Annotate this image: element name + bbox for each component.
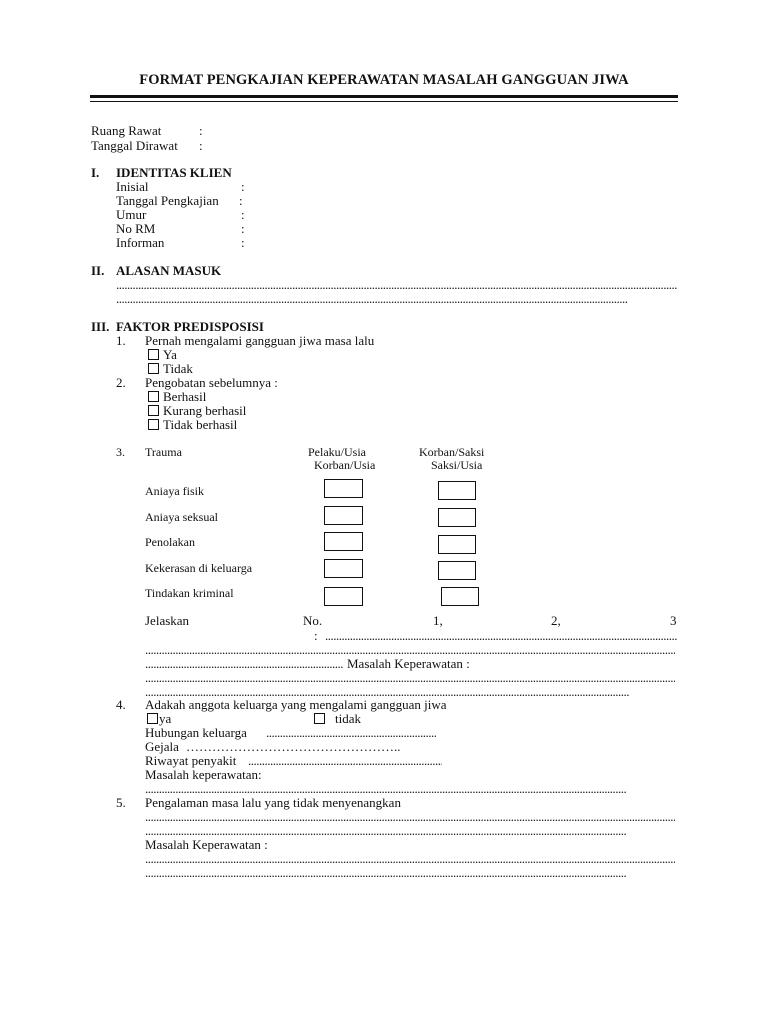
tanggal-dirawat-label: Tanggal Dirawat [91, 138, 178, 153]
trauma-box-penolakan-pelaku[interactable] [324, 532, 363, 551]
colon-no-rm: : [241, 221, 245, 236]
trauma-row-kekerasan: Kekerasan di keluarga [145, 561, 253, 575]
section1-num: I. [91, 165, 100, 180]
ruang-rawat-label: Ruang Rawat [91, 123, 162, 138]
field-umur: Umur [116, 207, 147, 222]
col1-header-line1: Pelaku/Usia [308, 445, 366, 459]
item2-option-berhasil[interactable] [148, 390, 206, 404]
col1-header-line2: Korban/Usia [314, 458, 376, 472]
item1-question: Pernah mengalami gangguan jiwa masa lalu [145, 333, 375, 348]
field-inisial: Inisial [116, 179, 149, 194]
checkbox-icon[interactable] [148, 419, 159, 430]
trauma-row-aniaya-seksual: Aniaya seksual [145, 510, 218, 524]
option-label: Tidak berhasil [163, 417, 238, 432]
item1-option-ya[interactable] [148, 348, 177, 362]
jelaskan-label: Jelaskan [145, 613, 190, 628]
trauma-box-kekerasan-pelaku[interactable] [324, 559, 363, 578]
trauma-box-kekerasan-korban[interactable] [438, 561, 476, 580]
trauma-box-seksual-pelaku[interactable] [324, 506, 363, 525]
item5-line-2[interactable] [145, 824, 626, 838]
option-label: tidak [335, 711, 361, 726]
title-rule-thick [90, 95, 678, 98]
item2-option-tidak-berhasil[interactable] [148, 418, 237, 432]
jelaskan-line-1[interactable] [325, 629, 677, 643]
section2-num: II. [91, 263, 105, 278]
item1-num: 1. [116, 333, 126, 348]
option-label: Ya [163, 347, 177, 362]
section1-heading: IDENTITAS KLIEN [116, 165, 232, 180]
field-tanggal-pengkajian: Tanggal Pengkajian [116, 193, 219, 208]
option-label: Tidak [163, 361, 193, 376]
trauma-box-kriminal-pelaku[interactable] [324, 587, 363, 606]
colon-umur: : [241, 207, 245, 222]
jelaskan-2: 2, [551, 613, 561, 628]
checkbox-icon[interactable] [148, 363, 159, 374]
document-title: FORMAT PENGKAJIAN KEPERAWATAN MASALAH GANGGUAN JIWA [139, 72, 629, 88]
checkbox-icon[interactable] [314, 713, 325, 724]
section3-num: III. [91, 319, 110, 334]
item4-option-tidak[interactable] [314, 712, 361, 726]
jelaskan-no: No. [303, 613, 323, 628]
hubungan-keluarga-label: Hubungan keluarga [145, 725, 247, 740]
option-label: Kurang berhasil [163, 403, 247, 418]
item1-option-tidak[interactable] [148, 362, 193, 376]
item5-question: Pengalaman masa lalu yang tidak menyenangkan [145, 795, 401, 810]
section3-heading: FAKTOR PREDISPOSISI [116, 319, 264, 334]
checkbox-icon[interactable] [148, 405, 159, 416]
jelaskan-1: 1, [433, 613, 443, 628]
item5-line-1[interactable] [145, 810, 675, 824]
alasan-masuk-line-1[interactable] [116, 278, 677, 292]
gejala-label: Gejala [145, 739, 179, 754]
item4-masalah-label: Masalah keperawatan: [145, 767, 262, 782]
riwayat-penyakit-label: Riwayat penyakit [145, 753, 237, 768]
riwayat-penyakit-line[interactable] [248, 754, 442, 768]
item3-masalah-keperawatan: Masalah Keperawatan : [347, 656, 470, 671]
jelaskan-line-2[interactable] [145, 643, 675, 657]
item2-option-kurang-berhasil[interactable] [148, 404, 246, 418]
item4-masalah-line[interactable] [145, 782, 626, 796]
trauma-box-kriminal-korban[interactable] [441, 587, 479, 606]
jelaskan-3: 3 [670, 613, 677, 628]
trauma-row-penolakan: Penolakan [145, 535, 195, 549]
item3-label: Trauma [145, 445, 182, 459]
trauma-row-kriminal: Tindakan kriminal [145, 586, 234, 600]
trauma-row-aniaya-fisik: Aniaya fisik [145, 484, 204, 498]
col2-header-line1: Korban/Saksi [419, 445, 485, 459]
item5-num: 5. [116, 795, 126, 810]
item3-masalah-line-1[interactable] [145, 671, 675, 685]
item4-option-ya[interactable] [147, 712, 171, 726]
ruang-rawat-colon: : [199, 123, 203, 138]
item2-num: 2. [116, 375, 126, 390]
option-label: ya [159, 711, 172, 726]
colon-informan: : [241, 235, 245, 250]
item4-question: Adakah anggota keluarga yang mengalami gangguan jiwa [145, 697, 447, 712]
colon-tanggal-pengkajian: : [239, 193, 243, 208]
trauma-box-fisik-korban[interactable] [438, 481, 476, 500]
title-rule-thin [90, 101, 678, 102]
hubungan-keluarga-line[interactable] [266, 726, 436, 740]
item5-masalah-label: Masalah Keperawatan : [145, 837, 268, 852]
alasan-masuk-line-2[interactable] [116, 292, 628, 306]
gejala-line[interactable]: ………………………………………….. [186, 739, 401, 754]
jelaskan-colon: : [314, 628, 318, 643]
trauma-box-penolakan-korban[interactable] [438, 535, 476, 554]
field-no-rm: No RM [116, 221, 156, 236]
checkbox-icon[interactable] [147, 713, 158, 724]
tanggal-dirawat-colon: : [199, 138, 203, 153]
trauma-box-fisik-pelaku[interactable] [324, 479, 363, 498]
option-label: Berhasil [163, 389, 207, 404]
trauma-box-seksual-korban[interactable] [438, 508, 476, 527]
col2-header-line2: Saksi/Usia [431, 458, 483, 472]
checkbox-icon[interactable] [148, 391, 159, 402]
item5-masalah-line-2[interactable] [145, 866, 626, 880]
section2-heading: ALASAN MASUK [116, 263, 222, 278]
jelaskan-line-3[interactable] [145, 657, 343, 671]
field-informan: Informan [116, 235, 165, 250]
item5-masalah-line-1[interactable] [145, 852, 675, 866]
item2-question: Pengobatan sebelumnya : [145, 375, 278, 390]
checkbox-icon[interactable] [148, 349, 159, 360]
colon-inisial: : [241, 179, 245, 194]
item4-num: 4. [116, 697, 126, 712]
item3-num: 3. [116, 445, 125, 459]
